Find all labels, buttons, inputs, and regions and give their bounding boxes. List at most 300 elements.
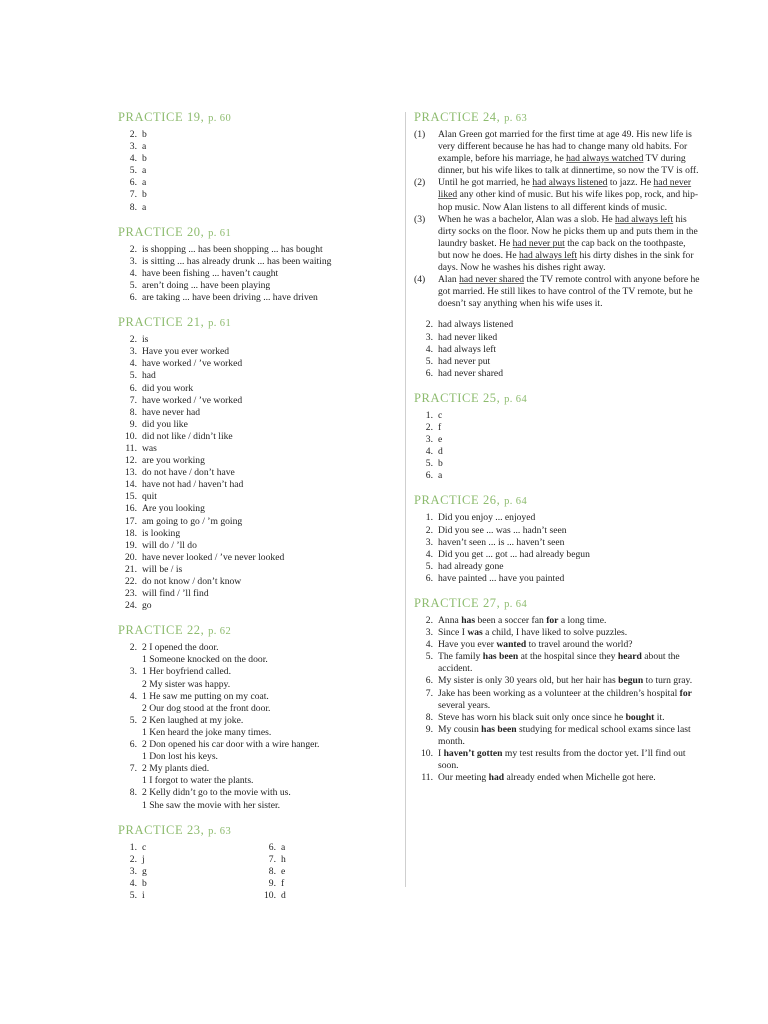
answer-number: 22. [125,576,137,587]
answer-item [118,516,396,528]
answer-number: 4. [129,153,137,165]
answer-text: do not know / don’t know [142,576,242,587]
answer-text: was [142,442,157,454]
answer-number: 6. [129,177,137,189]
underlined-verb: had never liked [438,177,692,201]
answer-item [118,334,396,346]
answer-number: 5. [425,651,433,663]
answer-item [414,772,704,784]
answer-number: 6. [129,292,137,304]
answer-number: 2. [425,615,433,626]
bold-word: heard [617,651,642,663]
answer-list [118,334,396,612]
answer-text: 2 My plants died. [142,763,210,775]
bold-word: haven’t gotten [443,748,503,760]
text-segment: studying for medical school exams since last month. [438,723,691,747]
practice-27 [414,596,704,784]
answer-number: 8. [425,711,433,723]
answer-item [118,854,257,866]
answer-text: a [438,470,443,482]
answer-text: will be / is [142,563,183,575]
practice-22 [118,623,396,811]
answer-text: will find / ’ll find [142,588,209,600]
answer-column [257,842,396,902]
answer-number: 2. [425,319,433,331]
answer-number: 4. [129,358,137,370]
bold-word: has been [481,723,517,735]
text-segment: My cousin [438,723,482,735]
answer-text: had never put [438,355,491,367]
answer-text: a [142,201,147,213]
answer-list [118,129,396,214]
answer-number: 6. [425,675,433,687]
answer-item [118,642,396,666]
practice-heading [414,110,704,126]
answer-text: e [281,865,286,877]
left-column [118,110,396,913]
practice-title: PRACTICE 25, [414,390,501,405]
answer-item [414,549,704,561]
answer-item [118,256,396,268]
answer-item [118,503,396,515]
practice-20 [118,225,396,304]
answer-text: is looking [142,527,181,539]
text-segment: When he was a bachelor, Alan was a slob. He [438,213,616,225]
answer-item [118,552,396,564]
answer-text: Did you enjoy ... enjoyed [438,512,536,524]
practice-19 [118,110,396,214]
practice-title: PRACTICE 24, [414,110,501,124]
practice-title: PRACTICE 19, [118,110,205,124]
answer-text: h [281,853,286,865]
answer-text: b [142,129,147,140]
answer-item [118,600,396,612]
answer-number: 4. [129,267,137,279]
answer-text: 2 Don opened his car door with a wire hanger. [142,739,320,751]
answer-item [118,763,396,787]
answer-text: have worked / ’ve worked [142,394,243,406]
answer-text: d [281,889,286,901]
answer-list [414,410,704,483]
answer-item [118,455,396,467]
answer-number: 1. [425,512,433,524]
answer-item [118,443,396,455]
answer-text: have painted ... have you painted [438,572,565,584]
practice-page: p. 63 [208,825,232,837]
answer-text [438,772,700,784]
answer-line [118,691,396,703]
answer-item [118,588,396,600]
answer-item [414,525,704,537]
answer-text: aren’t doing ... have been playing [142,279,271,291]
bold-word: was [467,627,483,639]
answer-item [414,344,704,356]
answer-line [118,666,396,678]
answer-item [414,712,704,724]
answer-number: 2. [425,524,433,536]
text-segment: the TV remote control with anyone before he got married. He still likes to have control of the TV remote, but he doesn’t say anything when his wife uses it. [438,274,700,310]
text-segment: I [438,748,444,760]
answer-text: had never shared [438,367,503,379]
answer-item [118,878,257,890]
answer-number: 16. [125,503,137,515]
practice-heading [118,225,396,241]
practice-heading [414,493,704,509]
answer-number: 10. [421,748,433,760]
answer-text: had always listened [438,319,514,331]
answer-number: 3. [129,666,137,678]
answer-item [414,332,704,344]
practice-heading [118,623,396,639]
answer-number: 8. [268,865,276,877]
answer-number: 20. [125,551,137,563]
answer-number: 9. [129,418,137,430]
answer-text: 1 Someone knocked on the door. [142,654,268,666]
answer-text [438,627,700,639]
answer-number: 10. [125,430,137,442]
answer-item [118,419,396,431]
practice-24 [414,110,704,380]
text-segment: Alan Green got married for the first time at age 49. His new life is very different because he has had to change many old habits. For example, before his marriage, he [438,129,692,165]
bold-word: has been [482,651,519,663]
answer-number: 7. [129,763,137,775]
answer-item [414,512,704,524]
paragraph-number: (3) [414,213,426,225]
answer-text: have worked / ’ve worked [142,358,243,370]
answer-item [118,268,396,280]
answer-text [438,712,700,724]
answer-list [118,244,396,304]
text-segment: Anna [438,615,462,626]
answer-text [438,724,700,748]
answer-text: do not have / don’t have [142,467,235,479]
answer-number: 1. [425,409,433,421]
text-segment: Our meeting [438,772,489,784]
practice-title: PRACTICE 20, [118,224,205,239]
answer-text: c [142,841,147,853]
answer-text: 2 My sister was happy. [142,678,231,690]
text-segment: several years. [438,699,491,711]
answer-text: am going to go / ’m going [142,515,243,527]
answer-number: 7. [268,853,276,865]
answer-item [414,627,704,639]
bold-word: for [546,615,559,626]
answer-number: 1. [129,841,137,853]
text-segment: Alan [438,274,460,286]
answer-text: are you working [142,455,205,467]
answer-number: 7. [425,687,433,699]
text-segment: My sister is only 30 years old, but her hair has [438,675,619,687]
paragraph [414,274,704,310]
answer-grid [118,842,396,902]
answer-text: a [142,177,147,189]
answer-number: 6. [425,572,433,584]
answer-text: 2 I opened the door. [142,642,219,654]
answer-text: 1 Her boyfriend called. [142,666,231,678]
text-segment: a child, I have liked to solve puzzles. [482,627,628,639]
answer-number: 8. [129,406,137,418]
answer-item [118,177,396,189]
answer-text: have been fishing ... haven’t caught [142,267,279,279]
answer-item [118,666,396,690]
answer-number: 7. [129,189,137,201]
answer-item [118,739,396,763]
answer-number: 4. [425,446,433,458]
text-segment: Since I [438,627,468,639]
answer-item [414,615,704,627]
answer-text: Are you looking [142,503,205,515]
answer-item [257,842,396,854]
practice-heading [118,110,396,126]
answer-text: 1 She saw the movie with her sister. [142,799,281,811]
answer-text: did not like / didn’t like [142,430,233,442]
text-segment: about the accident. [438,651,680,675]
practice-23 [118,823,396,902]
answer-item [414,639,704,651]
answer-item [118,280,396,292]
answer-number: 3. [425,536,433,548]
answer-text: quit [142,491,157,503]
answer-text: is shopping ... has been shopping ... has bought [142,243,323,255]
answer-item [118,540,396,552]
answer-number: 3. [425,331,433,343]
answer-text: haven’t seen ... is ... haven’t seen [438,536,565,548]
answer-item [118,715,396,739]
answer-number: 2. [129,853,137,865]
paragraph-number: (1) [414,129,426,140]
answer-item [257,878,396,890]
answer-number: 5. [425,355,433,367]
column-divider [405,112,406,887]
answer-number: 15. [125,491,137,503]
answer-text: j [142,853,145,865]
answer-number: 7. [129,394,137,406]
answer-column [118,842,257,902]
answer-list [118,642,396,811]
answer-item [118,431,396,443]
answer-item [118,491,396,503]
answer-number: 9. [425,723,433,735]
answer-item [118,890,257,902]
underlined-verb: had always listened [532,177,608,189]
answer-text: Did you see ... was ... hadn’t seen [438,524,567,536]
answer-item [257,854,396,866]
bold-word: for [679,687,692,699]
answer-number: 3. [129,865,137,877]
underlined-verb: had never shared [459,274,525,286]
answer-item [257,890,396,902]
answer-number: 24. [125,600,137,612]
answer-item [414,446,704,458]
answer-item [118,292,396,304]
answer-number: 23. [125,588,137,600]
answer-item [118,165,396,177]
answer-item [414,356,704,368]
answer-text: is sitting ... has already drunk ... has been waiting [142,255,332,267]
answer-text: will do / ’ll do [142,539,197,551]
answer-item [414,748,704,772]
text-segment: TV during dinner, but his wife likes to talk at dinnertime, so now the TV is off. [438,153,699,177]
bold-word: had [488,772,505,784]
text-segment: a long time. [558,615,607,626]
practice-21 [118,315,396,612]
answer-number: 6. [129,739,137,751]
answer-line [118,763,396,775]
answer-number: 12. [125,455,137,467]
practice-page: p. 60 [208,113,232,124]
answer-number: 2. [129,642,137,654]
answer-number: 17. [125,515,137,527]
answer-text: 2 Ken laughed at my joke. [142,714,244,726]
practice-page: p. 64 [504,599,528,610]
answer-item [118,787,396,811]
practice-page: p. 61 [208,318,232,330]
answer-item [118,153,396,165]
answer-number: 6. [425,470,433,482]
answer-number: 3. [129,346,137,358]
answer-item [118,407,396,419]
text-segment: Have you ever [438,639,497,651]
answer-item [414,561,704,573]
answer-line [118,787,396,799]
text-segment: Until he got married, he [438,177,533,189]
answer-text: a [281,841,286,853]
practice-page: p. 61 [208,227,232,239]
text-segment: any other kind of music. But his wife likes pop, rock, and hip-hop music. Now Alan listens to all different kinds of music. [438,189,699,213]
answer-number: 18. [125,527,137,539]
practice-title: PRACTICE 23, [118,822,205,837]
text-segment: the cap back on the toothpaste, but now he does. He [438,237,686,261]
answer-item [118,691,396,715]
answer-number: 5. [129,714,137,726]
practice-title: PRACTICE 22, [118,623,205,638]
answer-number: 5. [129,889,137,901]
answer-number: 10. [264,889,276,901]
answer-number: 5. [129,370,137,382]
answer-item [118,576,396,588]
answer-item [414,319,704,331]
answer-item [118,866,257,878]
answer-text: had [142,370,156,382]
answer-text: had already gone [438,560,504,572]
answer-text: go [142,600,152,612]
answer-number: 4. [425,548,433,560]
answer-item [118,564,396,576]
practice-page: p. 63 [504,113,528,124]
text-segment: Steve has worn his black suit only once since he [438,711,626,723]
answer-text: d [438,446,443,458]
answer-number: 6. [425,367,433,379]
answer-item [414,434,704,446]
answer-item [118,479,396,491]
answer-item [414,368,704,380]
text-segment: to travel around the world? [526,639,633,651]
paragraph [414,214,704,274]
answer-list [414,615,704,784]
paragraph-text [438,129,700,177]
text-segment: it. [654,711,665,723]
paragraph-number: (4) [414,274,426,286]
answer-text: did you work [142,382,194,394]
paragraph-text [438,214,700,274]
answer-item [414,675,704,687]
practice-heading [414,391,704,407]
answer-number: 19. [125,539,137,551]
underlined-verb: had always watched [566,153,644,165]
answer-number: 21. [125,563,137,575]
right-column [414,110,704,795]
answer-item [414,537,704,549]
answer-number: 6. [268,841,276,853]
answer-number: 4. [129,877,137,889]
answer-text: have not had / haven’t had [142,479,244,491]
answer-number: 3. [129,255,137,267]
answer-text: have never looked / ’ve never looked [142,551,285,563]
answer-line [118,642,396,654]
text-segment: to jazz. He [607,177,654,189]
text-segment: my test results from the doctor yet. I’ll find out soon. [438,748,686,772]
answer-number: 3. [129,141,137,153]
answer-text: b [438,458,443,470]
answer-item [118,395,396,407]
underlined-verb: had always left [519,249,578,261]
answer-text [438,675,700,687]
answer-text: had never liked [438,331,498,343]
answer-line [118,715,396,727]
practice-heading [414,596,704,612]
answer-item [118,383,396,395]
answer-text: f [281,877,285,889]
answer-item [118,467,396,479]
answer-item [414,688,704,712]
answer-text: is [142,334,149,346]
answer-text: are taking ... have been driving ... have driven [142,292,318,304]
answer-item [414,410,704,422]
answer-text: have never had [142,406,201,418]
paragraph [414,177,704,213]
answer-number: 13. [125,467,137,479]
answer-number: 11. [125,442,137,454]
practice-26 [414,493,704,585]
answer-item [118,346,396,358]
answer-text: e [438,434,443,446]
answer-number: 8. [129,787,137,799]
text-segment: to turn gray. [643,675,693,687]
answer-text: 2 Our dog stood at the front door. [142,702,271,714]
text-segment: his dirty dishes in the sink for days. Now he washes his dishes right away. [438,249,694,274]
answer-item [414,470,704,482]
answer-text: c [438,409,443,421]
answer-item [118,528,396,540]
answer-item [414,422,704,434]
bold-word: has [461,615,476,626]
bold-word: begun [618,675,644,687]
bold-word: wanted [496,639,527,651]
answer-number: 8. [129,201,137,213]
answer-text: a [142,165,147,177]
answer-item [118,244,396,256]
answer-text [438,688,700,712]
answer-item [118,370,396,382]
answer-text: b [142,189,147,201]
text-segment: at the hospital since they [518,651,618,663]
answer-item [118,842,257,854]
underlined-verb: had always left [615,213,674,225]
answer-text: 2 Kelly didn’t go to the movie with us. [142,787,291,799]
text-segment: his dirty socks on the floor. Now he picks them up and puts them in the laundry basket. He [438,213,698,249]
answer-text: 1 He saw me putting on my coat. [142,690,269,702]
answer-item [118,202,396,214]
